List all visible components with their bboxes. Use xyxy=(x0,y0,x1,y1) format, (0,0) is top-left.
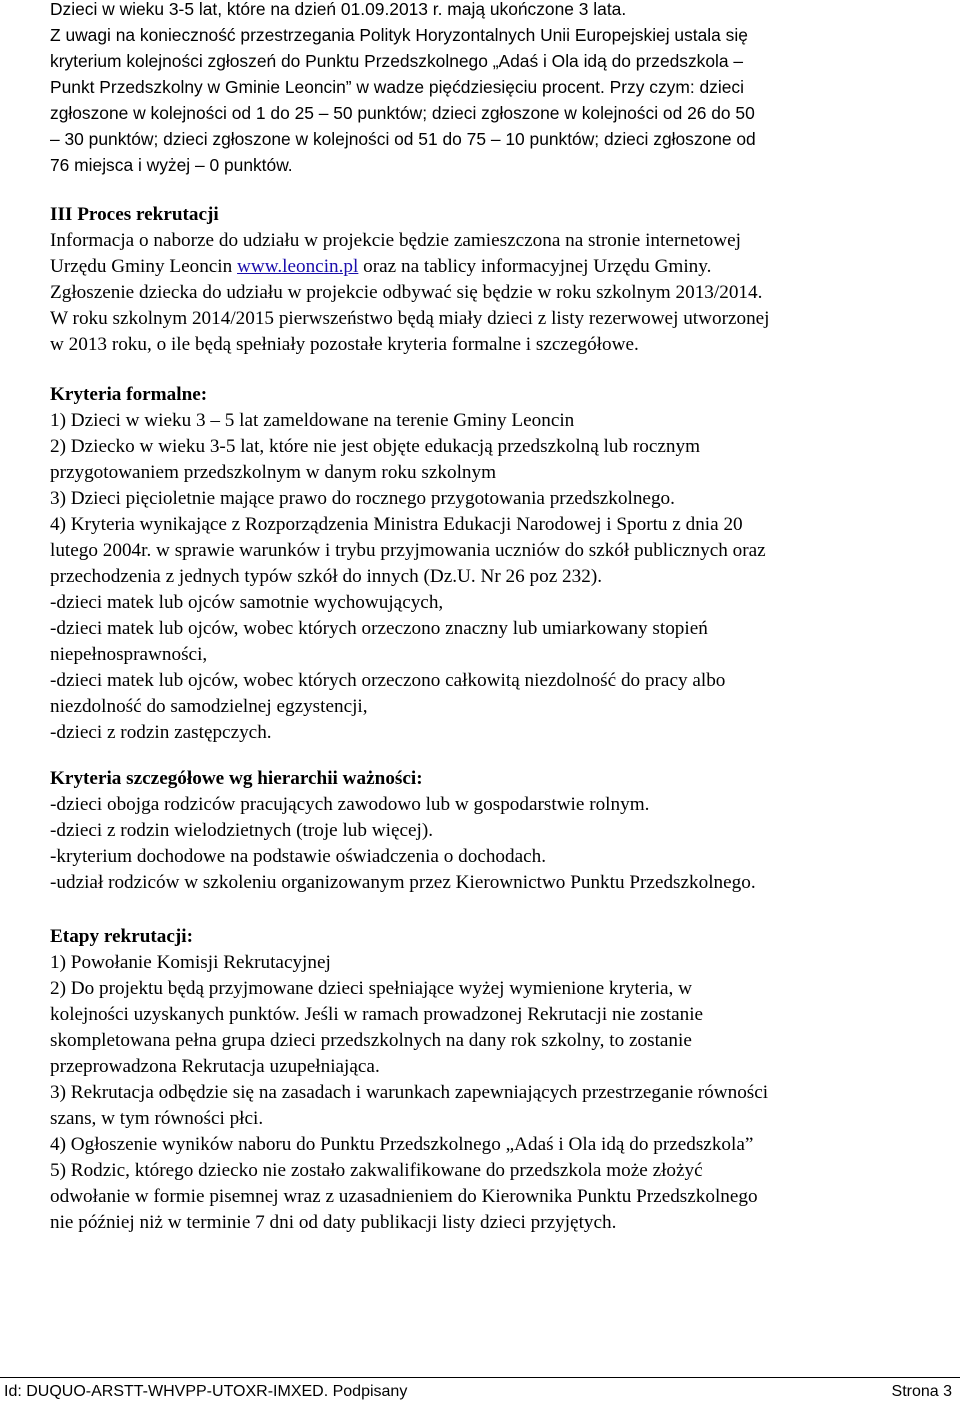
intro-line: Dzieci w wieku 3-5 lat, które na dzień 01.09.2013 r. mają ukończone 3 lata. xyxy=(50,0,627,19)
footer-divider xyxy=(0,1377,960,1378)
list-item: niezdolność do samodzielnej egzystencji, xyxy=(50,696,368,717)
list-item: -udział rodziców w szkoleniu organizowanym przez Kierownictwo Punktu Przedszkolnego. xyxy=(50,872,756,893)
paragraph-line: Zgłoszenie dziecka do udziału w projekcie odbywać się będzie w roku szkolnym 2013/2014. xyxy=(50,282,763,303)
intro-line xyxy=(50,74,756,100)
list-item: 4) Ogłoszenie wyników naboru do Punktu Przedszkolnego „Adaś i Ola idą do przedszkola” xyxy=(50,1134,754,1155)
list-item: -dzieci matek lub ojców samotnie wychowujących, xyxy=(50,592,444,613)
website-link[interactable]: www.leoncin.pl xyxy=(237,256,359,277)
intro-paragraph xyxy=(50,0,756,178)
paragraph-line: W roku szkolnym 2014/2015 pierwszeństwo będą miały dzieci z listy rezerwowej utworzonej xyxy=(50,308,770,329)
intro-line: Z uwagi na konieczność przestrzegania Polityk Horyzontalnych Unii Europejskiej ustala się xyxy=(50,25,748,45)
list-item: lutego 2004r. w sprawie warunków i trybu przyjmowania uczniów do szkół publicznych oraz xyxy=(50,540,766,561)
list-item: 2) Do projektu będą przyjmowane dzieci spełniające wyżej wymienione kryteria, w xyxy=(50,978,693,999)
paragraph-line: w 2013 roku, o ile będą spełniały pozostałe kryteria formalne i szczegółowe. xyxy=(50,334,639,355)
list-item: 2) Dziecko w wieku 3-5 lat, które nie jest objęte edukacją przedszkolną lub rocznym xyxy=(50,436,701,457)
intro-line: 76 miejsca i wyżej – 0 punktów. xyxy=(50,155,293,175)
list-item: 1) Powołanie Komisji Rekrutacyjnej xyxy=(50,952,331,973)
list-item: -dzieci z rodzin zastępczych. xyxy=(50,722,272,743)
section-formal-criteria xyxy=(50,382,766,746)
list-item: przechodzenia z jednych typów szkół do innych (Dz.U. Nr 26 poz 232). xyxy=(50,566,603,587)
page-number: Strona 3 xyxy=(891,1383,952,1400)
list-item: przeprowadzona Rekrutacja uzupełniająca. xyxy=(50,1056,380,1077)
intro-line: – 30 punktów; dzieci zgłoszone w kolejności od 51 do 75 – 10 punktów; dzieci zgłoszone od xyxy=(50,129,756,149)
intro-line: zgłoszone w kolejności od 1 do 25 – 50 punktów; dzieci zgłoszone w kolejności od 26 do 50 xyxy=(50,103,755,123)
paragraph-line: Informacja o naborze do udziału w projekcie będzie zamieszczona na stronie internetowej xyxy=(50,230,741,251)
intro-text: Punkt Przedszkolny w Gminie Leoncin” w wadze pięćdziesięciu procent. xyxy=(50,77,605,97)
list-item: -dzieci obojga rodziców pracujących zawodowo lub w gospodarstwie rolnym. xyxy=(50,794,650,815)
section-detailed-criteria xyxy=(50,766,756,896)
list-item: szans, w tym równości płci. xyxy=(50,1108,264,1129)
list-item: -dzieci z rodzin wielodzietnych (troje lub więcej). xyxy=(50,820,434,841)
section-heading: Kryteria szczegółowe wg hierarchii ważności: xyxy=(50,768,423,789)
list-item: -dzieci matek lub ojców, wobec których orzeczono całkowitą niezdolność do pracy albo xyxy=(50,670,726,691)
list-item: -dzieci matek lub ojców, wobec których orzeczono znaczny lub umiarkowany stopień xyxy=(50,618,708,639)
list-item: 3) Rekrutacja odbędzie się na zasadach i warunkach zapewniających przestrzeganie równości xyxy=(50,1082,769,1103)
section-heading: III Proces rekrutacji xyxy=(50,204,219,225)
section-heading: Kryteria formalne: xyxy=(50,384,208,405)
list-item: 1) Dzieci w wieku 3 – 5 lat zameldowane na terenie Gminy Leoncin xyxy=(50,410,575,431)
list-item: kolejności uzyskanych punktów. Jeśli w ramach prowadzonej Rekrutacji nie zostanie xyxy=(50,1004,704,1025)
paragraph-text: oraz na tablicy informacyjnej Urzędu Gminy. xyxy=(358,256,712,277)
list-item: 4) Kryteria wynikające z Rozporządzenia Ministra Edukacji Narodowej i Sportu z dnia 20 xyxy=(50,514,743,535)
list-item: niepełnosprawności, xyxy=(50,644,208,665)
list-item: skompletowana pełna grupa dzieci przedszkolnych na dany rok szkolny, to zostanie xyxy=(50,1030,692,1051)
list-item: -kryterium dochodowe na podstawie oświadczenia o dochodach. xyxy=(50,846,547,867)
list-item: nie później niż w terminie 7 dni od daty publikacji listy dzieci przyjętych. xyxy=(50,1212,617,1233)
list-item: przygotowaniem przedszkolnym w danym roku szkolnym xyxy=(50,462,497,483)
section-recruitment-process xyxy=(50,202,770,358)
paragraph-text: Urzędu Gminy Leoncin xyxy=(50,256,238,277)
list-item: 5) Rodzic, którego dziecko nie zostało zakwalifikowane do przedszkola może złożyć xyxy=(50,1160,703,1181)
section-heading: Etapy rekrutacji: xyxy=(50,926,193,947)
intro-line: kryterium kolejności zgłoszeń do Punktu Przedszkolnego „Adaś i Ola idą do przedszkola – xyxy=(50,51,744,71)
paragraph-line xyxy=(50,254,770,280)
intro-text: Przy czym: dzieci xyxy=(604,77,744,97)
list-item: odwołanie w formie pisemnej wraz z uzasadnieniem do Kierownika Punktu Przedszkolnego xyxy=(50,1186,758,1207)
document-id: Id: DUQUO-ARSTT-WHVPP-UTOXR-IMXED. Podpisany xyxy=(4,1383,408,1400)
section-recruitment-stages xyxy=(50,924,768,1236)
list-item: 3) Dzieci pięcioletnie mające prawo do rocznego przygotowania przedszkolnego. xyxy=(50,488,675,509)
